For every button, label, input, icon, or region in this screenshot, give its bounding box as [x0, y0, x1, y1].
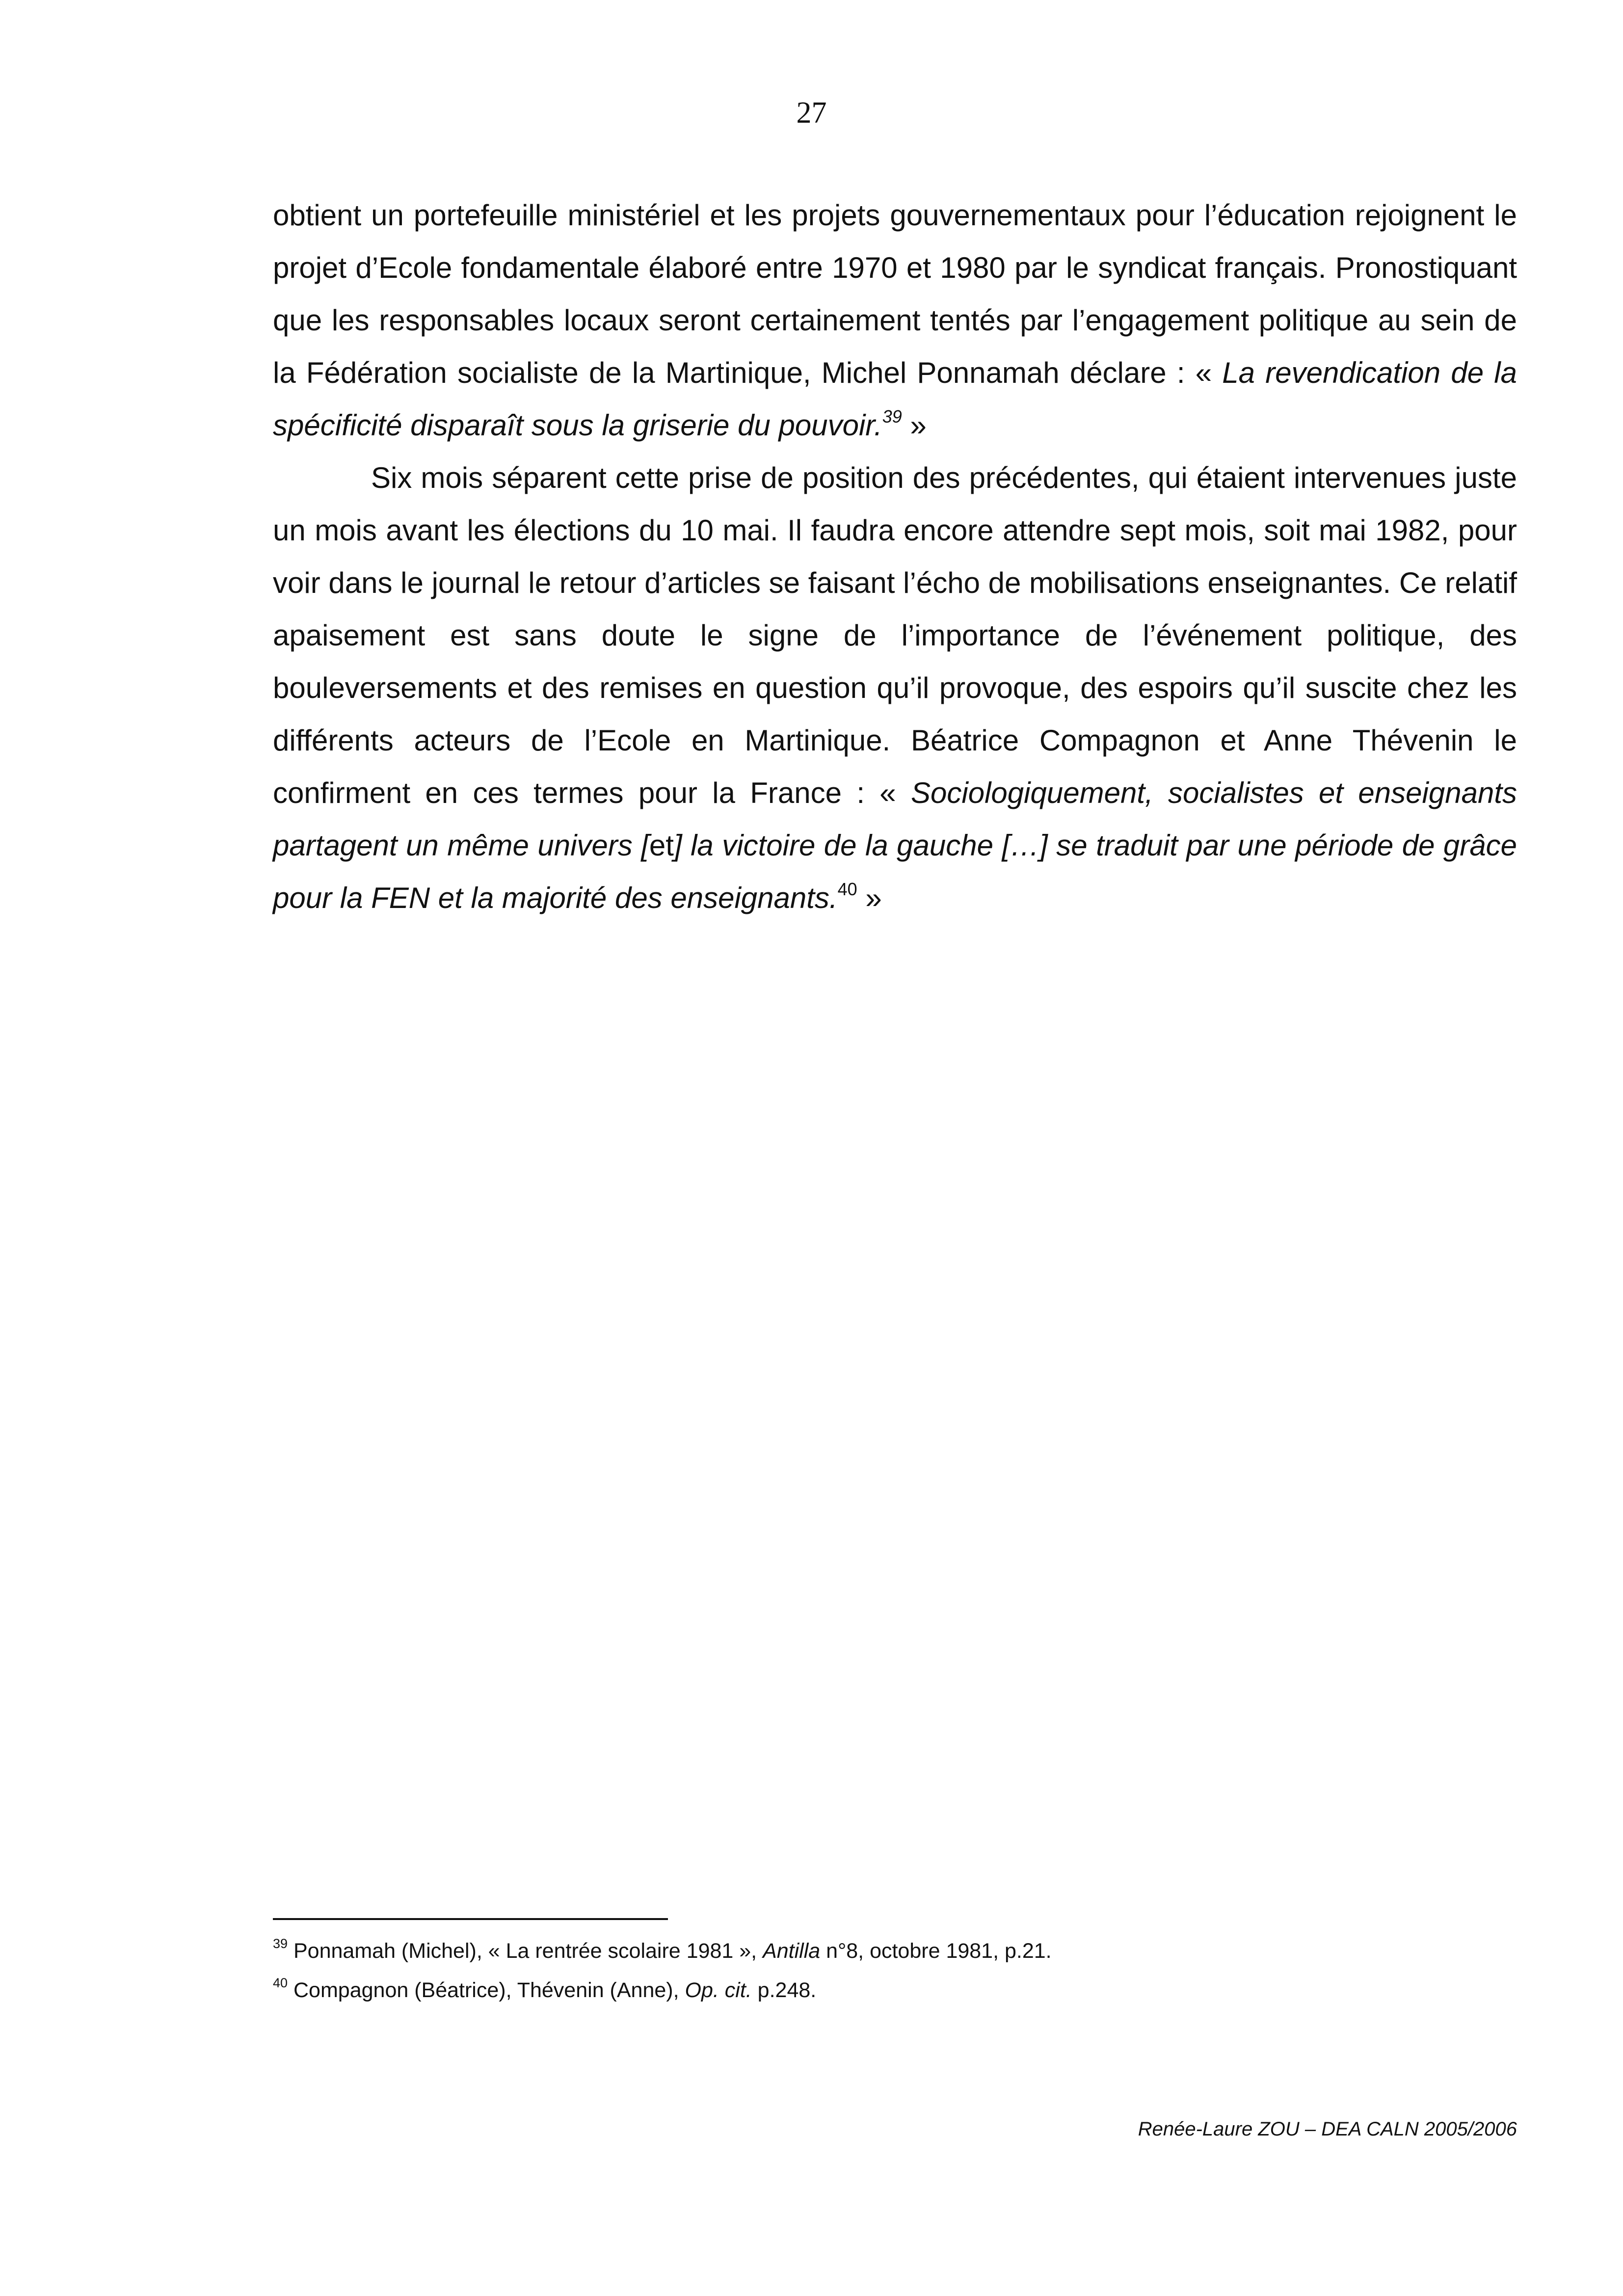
- quotation: La revendication de la spécificité disparaît sous la griserie du pouvoir.: [273, 356, 1517, 442]
- paragraph: [273, 452, 1517, 924]
- footnote-title: Antilla: [763, 1939, 821, 1963]
- footnote-title: Op. cit.: [685, 1978, 752, 2002]
- editorial-insert: et: [649, 829, 674, 862]
- footnote-text: Ponnamah (Michel), « La rentrée scolaire 1981 »,: [288, 1939, 763, 1963]
- footnote-text: Compagnon (Béatrice), Thévenin (Anne),: [288, 1978, 685, 2002]
- quotation: ] la victoire de la gauche […] se traduit par une période de grâce pour la FEN et la majorité des enseignants.: [273, 829, 1517, 914]
- footnote-number: 39: [273, 1936, 288, 1951]
- page-footer: Renée-Laure ZOU – DEA CALN 2005/2006: [1138, 2118, 1517, 2140]
- footnote-separator: [273, 1918, 668, 1920]
- paragraph: [273, 189, 1517, 452]
- closing-quote: »: [902, 409, 927, 442]
- body-text: [273, 189, 1517, 924]
- closing-quote: »: [857, 881, 882, 914]
- paragraph-text: Six mois séparent cette prise de position des précédentes, qui étaient intervenues juste un mois avant les élections du 10 mai. Il faudra encore attendre sept mois, soit mai 1982, pour voir dans le journal le retour d’articles se faisant l’écho de mobilisations enseignantes. Ce relatif apaisement est sans doute le signe de l’importance de l’événement politique, des bouleversements et des remises en question qu’il provoque, des espoirs qu’il suscite chez les différents acteurs de l’Ecole en Martinique. Béatrice Compagnon et Anne Thévenin le confirment en ces termes pour la France : «: [273, 461, 1517, 809]
- footnote: [273, 1931, 1517, 1971]
- footnote-text: n°8, octobre 1981, p.21.: [820, 1939, 1052, 1963]
- footnote-number: 40: [273, 1976, 288, 1990]
- footnote-ref: 39: [882, 406, 902, 427]
- paragraph-text: obtient un portefeuille ministériel et les projets gouvernementaux pour l’éducation rejoignent le projet d’Ecole fondamentale élaboré entre 1970 et 1980 par le syndicat français. Pronostiquant que les responsables locaux seront certainement tentés par l’engagement politique au sein de la Fédération socialiste de la Martinique, Michel Ponnamah déclare : «: [273, 199, 1517, 389]
- footnote-ref: 40: [837, 879, 857, 899]
- quotation: Sociologiquement, socialistes et enseignants partagent un même univers [: [273, 776, 1517, 862]
- footnote: [273, 1971, 1517, 2010]
- page-number: 27: [796, 96, 827, 130]
- footnote-text: p.248.: [751, 1978, 817, 2002]
- footnotes: [273, 1931, 1517, 2010]
